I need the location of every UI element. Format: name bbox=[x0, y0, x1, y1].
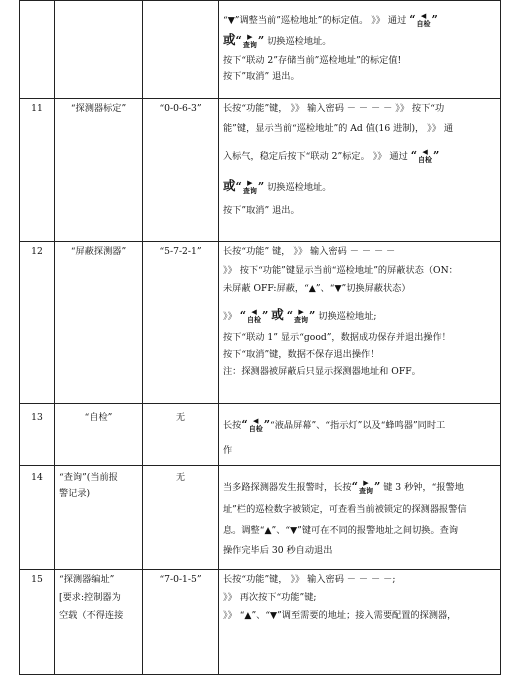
function-name bbox=[55, 1, 143, 99]
instruction-table bbox=[19, 0, 501, 675]
query-key-icon: ▶ 查询 bbox=[242, 33, 257, 49]
selfcheck-key-icon: ◀ 自检 bbox=[247, 308, 262, 324]
table-row bbox=[20, 1, 501, 99]
row-number: 15 bbox=[20, 570, 55, 675]
function-name: “查询”(当前报 警记录) bbox=[55, 466, 143, 570]
row-number: 14 bbox=[20, 466, 55, 570]
table-row bbox=[20, 99, 501, 242]
table-row bbox=[20, 570, 501, 675]
selfcheck-key-icon: ◀ 自检 bbox=[248, 417, 263, 433]
row-number: 13 bbox=[20, 404, 55, 466]
selfcheck-key-icon: ◀ 自检 bbox=[418, 148, 433, 164]
function-name: “屏蔽探测器” bbox=[55, 242, 143, 404]
function-code: “5-7-2-1” bbox=[143, 242, 219, 404]
table-row bbox=[20, 242, 501, 404]
operation-text: 长按“功能”键， 》》 输入密码 － － － －; 》》 再次按下“功能”键; 》》 “▲”、“▼”调至需要的地址；接入需要配置的探测器， bbox=[219, 570, 501, 675]
operation-text: 当多路探测器发生报警时，长按“ ▶ 查询 ” 键 3 秒钟，“报警地 址”栏的巡检数字被锁定，可查看当前被锁定的探测器报警信 息。调整“▲”、“▼”键可在不同的报警地址之间切换。查询 操作完毕后 30 秒自动退出 bbox=[219, 466, 501, 570]
function-name: “自检” bbox=[55, 404, 143, 466]
query-key-icon: ▶ 查询 bbox=[358, 479, 373, 495]
function-code: “7-0-1-5” bbox=[143, 570, 219, 675]
function-name: “探测器编址” [要求:控制器为 空载（不得连接 bbox=[55, 570, 143, 675]
table-row bbox=[20, 466, 501, 570]
operation-text: 长按“ ◀ 自检 ”“液晶屏幕”、“指示灯”以及“蜂鸣器”同时工 作 bbox=[219, 404, 501, 466]
function-name: “探测器标定” bbox=[55, 99, 143, 242]
row-number: 11 bbox=[20, 99, 55, 242]
row-number bbox=[20, 1, 55, 99]
function-code: “0-0-6-3” bbox=[143, 99, 219, 242]
operation-text: 长按“功能” 键， 》》 输入密码 － － － － 》》 按下“功能”键显示当前“巡检地址”的屏蔽状态（ON： 未屏蔽 OFF:屏蔽，“▲”、“▼”切换屏蔽状态） 》》 “ ◀ 自检 ” 或 “ ▶ 查询 ” 切换巡检地址; 按下“联动 1” 显示“good”，数据成功保存并退出操作！ 按下“取消”键，数据不保存退出操作！ 注：探测器被屏蔽后只显示探测器地址和 OFF。 bbox=[219, 242, 501, 404]
row-number: 12 bbox=[20, 242, 55, 404]
operation-text: 长按“功能”键， 》》 输入密码 － － － － 》》 按下“功 能”键，显示当前“巡检地址”的 Ad 值(16 进制)， 》》 通 入标气，稳定后按下“联动 2”标定。 》》 通过 “ ◀ 自检 ” 或“ ▶ 查询 ” 切换巡检地址。 按下”取消” 退出。 bbox=[219, 99, 501, 242]
selfcheck-key-icon: ◀ 自检 bbox=[416, 12, 431, 28]
operation-text: “▼”调整当前”巡检地址”的标定值。 》》 通过 “ ◀ 自检 ” 或“ ▶ 查询 ” 切换巡检地址。 按下“联动 2”存储当前”巡检地址”的标定值! 按下”取消” 退出。 bbox=[219, 1, 501, 99]
table-row bbox=[20, 404, 501, 466]
function-code bbox=[143, 1, 219, 99]
function-code: 无 bbox=[143, 466, 219, 570]
query-key-icon: ▶ 查询 bbox=[294, 308, 309, 324]
query-key-icon: ▶ 查询 bbox=[242, 179, 257, 195]
function-code: 无 bbox=[143, 404, 219, 466]
